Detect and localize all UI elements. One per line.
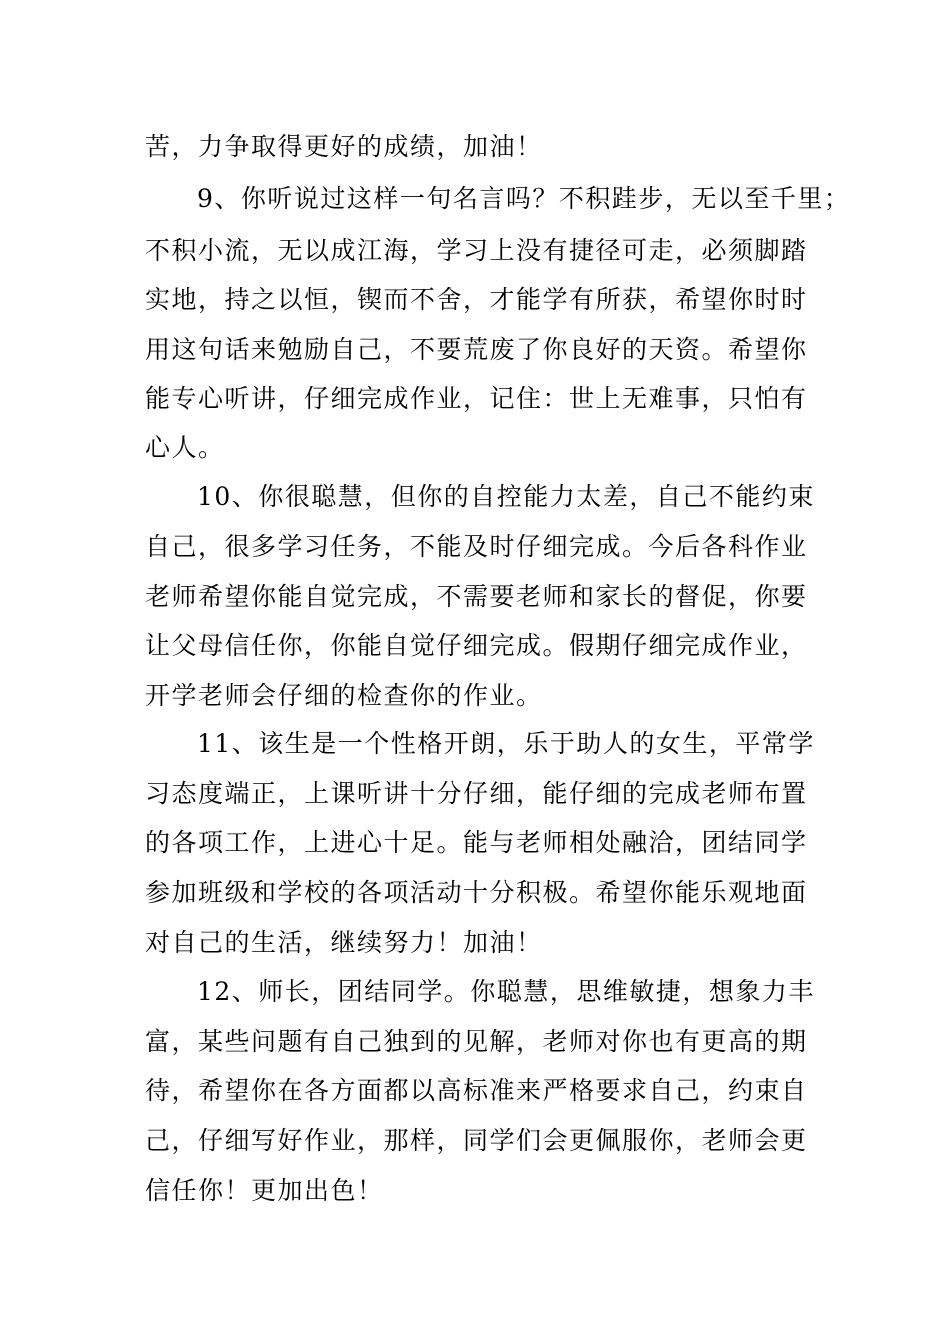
text-line: 的各项工作，上进心十足。能与老师相处融洽，团结同学 [145, 828, 808, 857]
paragraph-10-start: 10、你很聪慧，但你的自控能力太差，自己不能约束 [197, 482, 815, 511]
text-line: 自己，很多学习任务，不能及时仔细完成。今后各科作业 [145, 532, 808, 561]
text-line: 心人。 [145, 433, 225, 462]
text-line: 让父母信任你，你能自觉仔细完成。假期仔细完成作业， [145, 631, 808, 660]
text-line: 开学老师会仔细的检查你的作业。 [145, 681, 543, 710]
text-line: 能专心听讲，仔细完成作业，记住：世上无难事，只怕有 [145, 384, 808, 413]
text-line: 信任你！更加出色！ [145, 1176, 384, 1205]
text-line: 参加班级和学校的各项活动十分积极。希望你能乐观地面 [145, 878, 808, 907]
text-line: 习态度端正，上课听讲十分仔细，能仔细的完成老师布置 [145, 779, 808, 808]
text-line: 苦，力争取得更好的成绩，加油！ [145, 132, 543, 161]
text-line: 对自己的生活，继续努力！加油！ [145, 928, 543, 957]
text-line: 用这句话来勉励自己，不要荒废了你良好的天资。希望你 [145, 335, 808, 364]
text-line: 不积小流，无以成江海，学习上没有捷径可走，必须脚踏 [145, 236, 808, 265]
paragraph-11-start: 11、该生是一个性格开朗，乐于助人的女生，平常学 [197, 729, 815, 758]
text-line: 己，仔细写好作业，那样，同学们会更佩服你，老师会更 [145, 1126, 808, 1155]
text-line: 富，某些问题有自己独到的见解，老师对你也有更高的期 [145, 1027, 808, 1056]
text-line: 老师希望你能自觉完成，不需要老师和家长的督促，你要 [145, 582, 808, 611]
paragraph-9-start: 9、你听说过这样一句名言吗？不积跬步，无以至千里； [197, 184, 851, 213]
paragraph-12-start: 12、师长，团结同学。你聪慧，思维敏捷，想象力丰 [197, 977, 815, 1006]
text-line: 待，希望你在各方面都以高标准来严格要求自己，约束自 [145, 1076, 808, 1105]
text-line: 实地，持之以恒，锲而不舍，才能学有所获，希望你时时 [145, 285, 808, 314]
